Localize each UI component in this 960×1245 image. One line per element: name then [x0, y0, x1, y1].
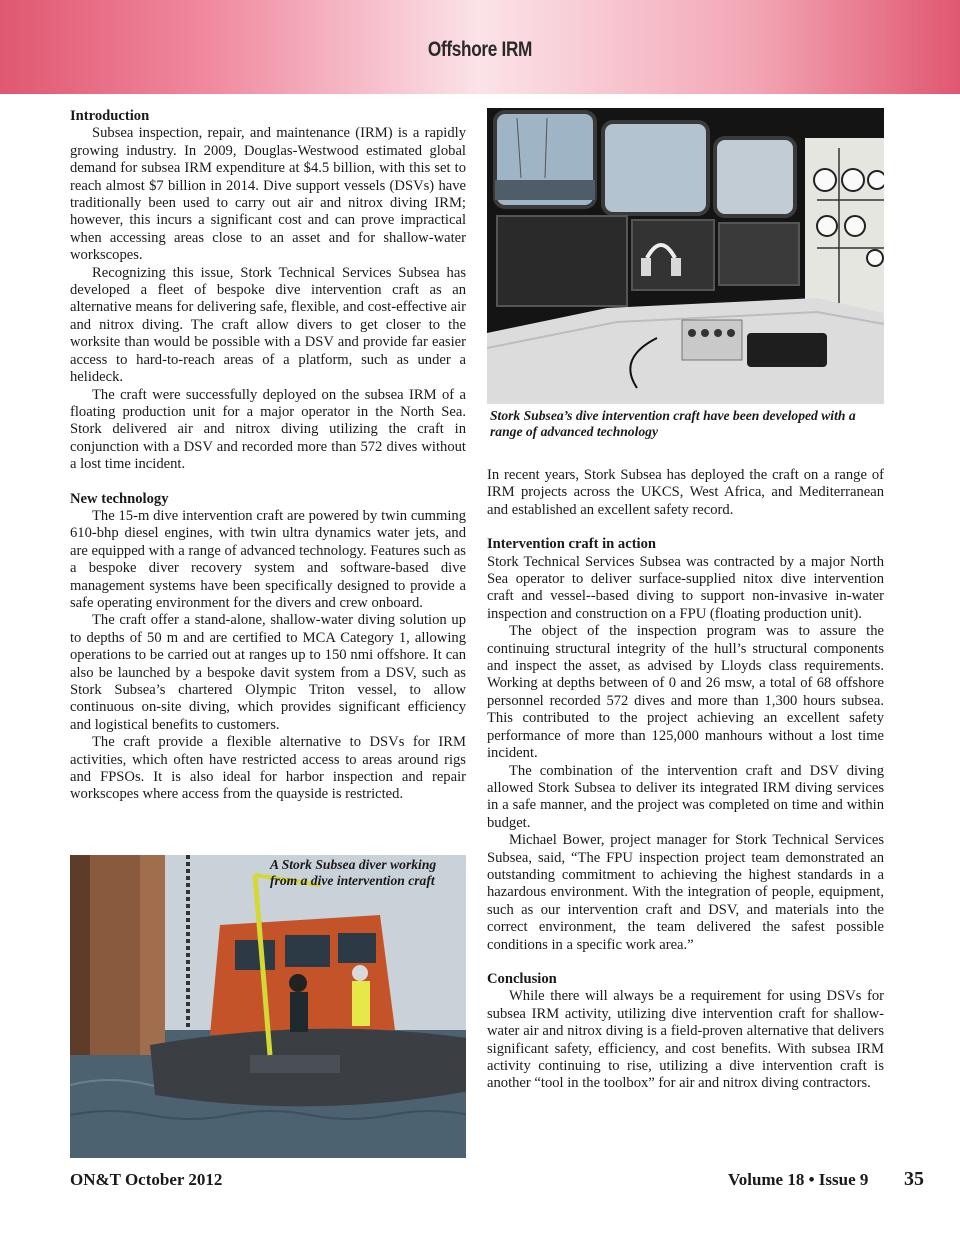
action-paragraph-4: Michael Bower, project manager for Stork Technical Services Subsea, said, “The FPU inspection project team demonstrated an outstanding commitment to achieving the highest standards in a hazardous environment. With the integration of people, equipment, such as our intervention craft and DSV, and materials into the correct environment, the team delivered the safest possible conditions in a specific work area.” [487, 832, 884, 953]
control-room-caption: Stork Subsea’s dive intervention craft have been developed with a range of advanced technology [490, 408, 856, 439]
new-technology-heading: New technology [70, 490, 169, 507]
introduction-heading: Introduction [70, 108, 150, 124]
section-title: Offshore IRM [427, 38, 533, 61]
section-banner [0, 0, 960, 94]
conclusion-paragraph: While there will always be a requirement for using DSVs for subsea IRM activity, utilizing dive intervention craft for shallow-water air and nitrox diving is a field-proven alternative that delivers significant safety, efficiency, and cost benefits. With subsea IRM activity continuing to rise, utilizing a dive intervention craft is another “tool in the toolbox” for air and nitrox diving contractors. [487, 988, 884, 1092]
intro-paragraph-2: Recognizing this issue, Stork Technical Services Subsea has developed a fleet of bespoke dive intervention craft as an alternative means for delivering safe, flexible, and cost-effective air and nitrox diving. The craft allow divers to get closer to the worksite than would be possible with a DSV and provide far easier access to hard-to-reach areas of a platform, such as under a helideck. [70, 264, 466, 386]
left-column [70, 108, 466, 804]
intro-paragraph-1: Subsea inspection, repair, and maintenance (IRM) is a rapidly growing industry. In 2009, Douglas-Westwood estimated global demand for subsea IRM expenditure at $4.5 billion, with this set to reach almost $7 billion in 2014. Dive support vessels (DSVs) have traditionally been used to carry out air and nitrox diving IRM; however, this incurs a significant cost and can prove impractical when accessing areas close to an asset and for shallow-water workscopes. [70, 125, 466, 264]
action-paragraph-2: The object of the inspection program was to assure the continuing structural integrity of the hull’s structural components and inspect the asset, as advised by Lloyds class requirements. Working at depths between of 0 and 26 msw, a total of 68 offshore personnel recorded 572 dives and more than 1,300 hours subsea. This contributed to the project achieving an excellent safety performance of more than 125,000 manhours without a lost time incident. [487, 623, 884, 762]
page-number: 35 [904, 1168, 924, 1190]
technology-paragraph-2: The craft offer a stand-alone, shallow-water diving solution up to depths of 50 m and are certified to MCA Category 1, allowing operations to be carried out at ranges up to 150 nmi offshore. It can also be launched by a bespoke davit system from a DSV, such as Stork Subsea’s chartered Olympic Triton vessel, to allow continuous on-site diving, which provides significant efficiency and logistical benefits to customers. [70, 612, 466, 733]
technology-paragraph-3: The craft provide a flexible alternative to DSVs for IRM activities, which often have restricted access to areas around rigs and FPSOs. It is also ideal for harbor inspection and repair workscopes where access from the quayside is restricted. [70, 734, 466, 803]
volume-issue: Volume 18 • Issue 9 [728, 1170, 869, 1189]
intro-paragraph-3: The craft were successfully deployed on the subsea IRM of a floating production unit for a major operator in the North Sea. Stork delivered air and nitrox diving utilizing the craft in conjunction with a DSV and recorded more than 572 dives without a lost time incident. [70, 386, 466, 473]
action-paragraph-1: Stork Technical Services Subsea was contracted by a major North Sea operator to deliver surface-supplied nitox dive intervention craft and vessel--based diving to support non-invasive in-water inspection and construction on a FPU (floating production unit). [487, 553, 884, 622]
technology-paragraph-1: The 15-m dive intervention craft are powered by twin cumming 610-bhp diesel engines, with twin ultra dynamics water jets, and are equipped with a range of advanced technology. Features such as a bespoke diver recovery system and software-based dive management systems have been specifically designed to provide a safe operating environment for the divers and crew onboard. [70, 507, 466, 611]
conclusion-heading: Conclusion [487, 970, 557, 987]
publication-date: ON&T October 2012 [70, 1170, 223, 1189]
right-column [487, 467, 884, 1093]
action-paragraph-3: The combination of the intervention craft and DSV diving allowed Stork Subsea to deliver its integrated IRM diving services in a safe manner, and the project was completed on time and within budget. [487, 762, 884, 831]
diver-photo-caption: A Stork Subsea diver working from a dive intervention craft [270, 857, 437, 888]
diver-craft-photo [70, 855, 466, 1158]
intervention-heading: Intervention craft in action [487, 536, 657, 553]
dive-control-room-photo [487, 108, 884, 404]
recent-years-paragraph: In recent years, Stork Subsea has deployed the craft on a range of IRM projects across the UKCS, West Africa, and Mediterranean and established an excellent safety record. [487, 467, 884, 518]
